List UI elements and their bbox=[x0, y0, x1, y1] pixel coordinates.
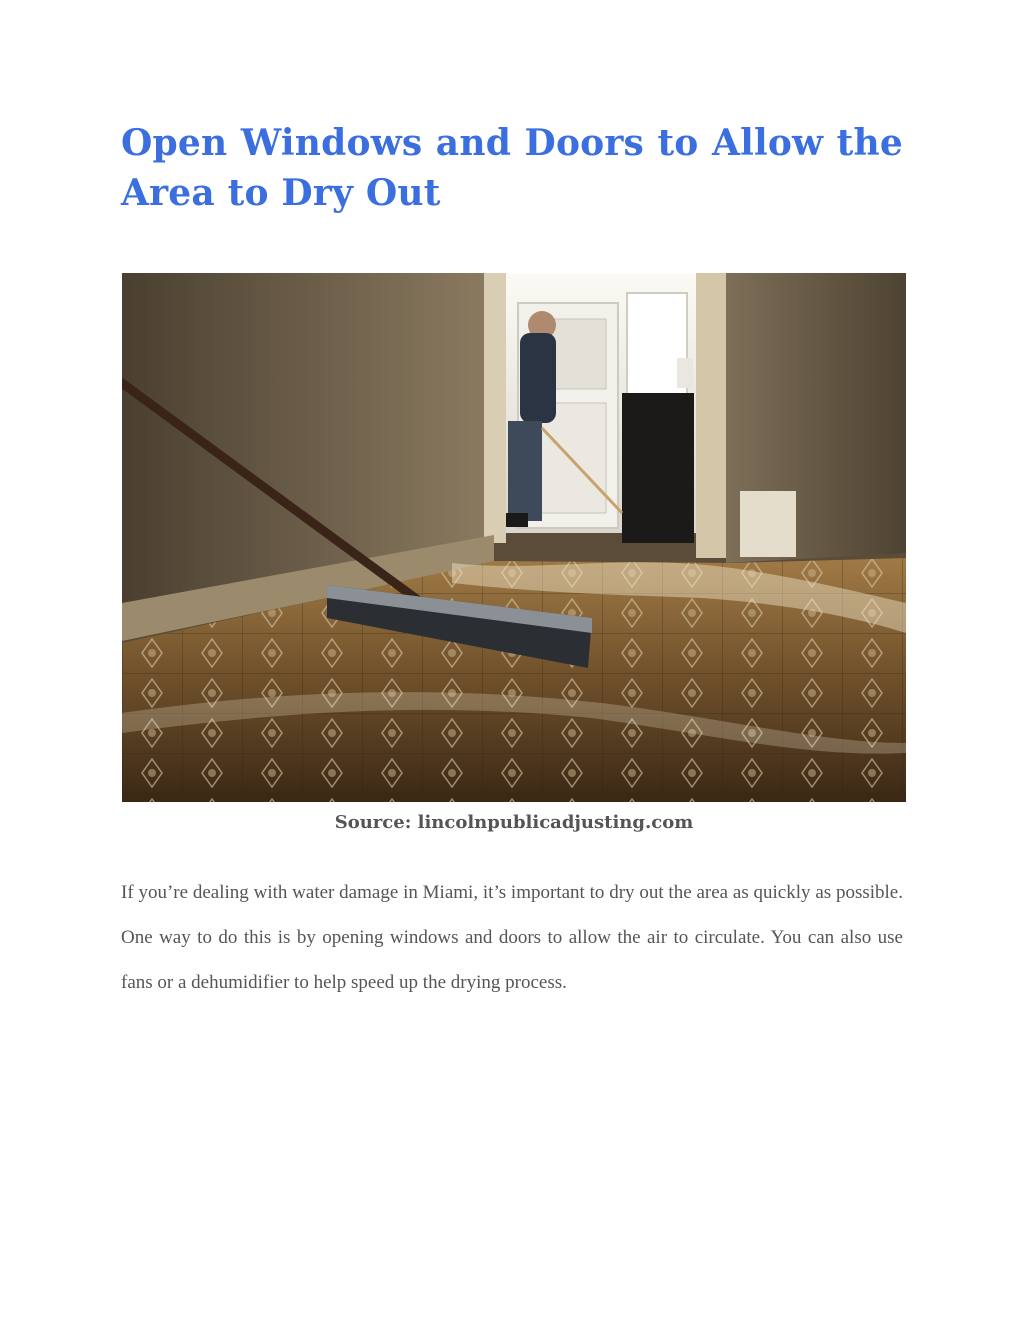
page-title: Open Windows and Doors to Allow the Area to Dry Out bbox=[121, 122, 903, 214]
image-caption: Source: lincolnpublicadjusting.com bbox=[334, 812, 694, 833]
body-paragraph: If you’re dealing with water damage in Miami, it’s important to dry out the area as quickly as possible. One way to do this is by opening windows and doors to allow the air to circulate. You can also use fans or a dehumidifier to help speed up the drying process. bbox=[121, 882, 903, 993]
flooded-floor-photo bbox=[122, 273, 906, 802]
